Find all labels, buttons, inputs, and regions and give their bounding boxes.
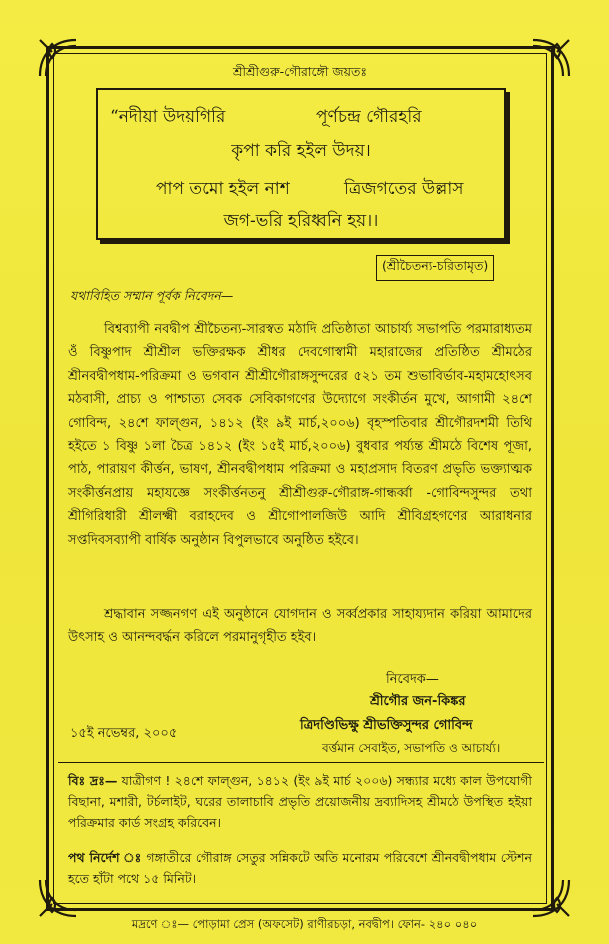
verse-line: “নদীয়া উদয়গিরি: [110, 107, 226, 127]
note-text: যাত্রীগণ ! ২৪শে ফাল্গুন, ১৪১২ (ইং ৯ই মার্চ ২০০৬) সন্ধ্যার মধ্যে কাল উপযোগী বিছানা, মশারী, টর্চলাইট, ঘরের তালাচাবি প্রভৃতি প্রয়োজনীয় দ্রব্যাদিসহ শ্রীমঠে উপস্থিত হইয়া পরিক্রমার কার্ড সংগ্রহ করিবেন।: [68, 773, 532, 830]
invitation-paragraph: শ্রদ্ধাবান সজ্জনগণ এই অনুষ্ঠানে যোগদান ও সর্ব্বপ্রকার সাহায্যদান করিয়া আমাদের উৎসাহ ও আনন্দবর্দ্ধন করিলে পরমানুগৃহীত হইব।: [68, 607, 532, 646]
directions-label: পথ নির্দেশ ঃ: [68, 850, 142, 865]
corner-ornament-icon: [529, 876, 573, 920]
section-divider: [58, 762, 544, 763]
directions-note: [68, 847, 532, 889]
salutation: যথাবিহিত সম্মান পূর্বক নিবেদন—: [70, 288, 234, 303]
verse-line: ত্রিজগতের উল্লাস: [344, 179, 464, 199]
invocation-heading: শ্রীশ্রীগুরু-গৌরাঙ্গৌ জয়তঃ: [233, 64, 367, 79]
signatory-title: শ্রীগৌর জন-কিঙ্কর: [370, 694, 466, 709]
verse-box: [96, 88, 506, 240]
announcement-paragraph: বিশ্বব্যাপী নবদ্বীপ শ্রীচৈতন্য-সারস্বত মঠাদি প্রতিষ্ঠাতা আচার্য্য সভাপতি পরমারাধ্যতম ওঁ বিষ্ণুপাদ শ্রীশ্রীল ভক্তিরক্ষক শ্রীধর দেবগোস্বামী মহারাজের প্রতিষ্ঠিত শ্রীমঠের শ্রীনবদ্বীপধাম-পরিক্রমা ও ভগবান শ্রীশ্রীগৌরাঙ্গসুন্দরের ৫২১ তম শুভাবির্ভাব-মহামহোৎসব মঠবাসী, প্রাচ্য ও পাশ্চাত্য সেবক সেবিকাগণের উদ্যোগে সংকীর্তন মুখে, আগামী ২৪শে গোবিন্দ, ২৪শে ফাল্গুন, ১৪১২ (ইং ৯ই মার্চ,২০০৬) বৃহস্পতিবার শ্রীগৌরদশমী তিথি হইতে ১ বিষ্ণু ১লা চৈত্র ১৪১২ (ইং ১৫ই মার্চ,২০০৬) বুধবার পর্য্যন্ত শ্রীমঠে বিশেষ পূজা, পাঠ, পারায়ণ কীর্ত্তন, ভাষণ, শ্রীনবদ্বীপধাম পরিক্রমা ও মহাপ্রসাদ বিতরণ প্রভৃতি ভক্ত্যাত্মক সংকীর্ত্তনপ্রায় মহাযজ্ঞে সংকীর্ত্তনতনু শ্রীশ্রীগুরু-গৌরাঙ্গ-গান্ধর্ব্বা -গোবিন্দসুন্দর তথা শ্রীগিরিধারী শ্রীলক্ষ্মী বরাহদেব ও শ্রীগোপালজিউ আদি শ্রীবিগ্রহগণের আরাধনার সপ্তদিবসব্যাপী বার্ষিক অনুষ্ঠান বিপুলভাবে অনুষ্ঠিত হইবে।: [68, 322, 532, 548]
note-label: বিঃ দ্রঃ—: [68, 773, 118, 788]
printer-footer: মদ্রণে ঃ— পোড়ামা প্রেস (অফসেট) রাণীরচড়া, নবদ্বীপ। ফোন- ২৪০ ০৪০: [131, 917, 478, 931]
signatory-name: ত্রিদণ্ডিভিক্ষু শ্রীভক্তিসুন্দর গোবিন্দ: [300, 718, 473, 733]
verse-line: পাপ তমো হইল নাশ: [156, 179, 290, 199]
issue-date: ১৫ই নভেম্বর, ২০০৫: [70, 726, 178, 741]
pilgrim-note: [68, 770, 532, 833]
verse-line: পূর্ণচন্দ্র গৌরহরি: [316, 107, 422, 127]
signature-label: নিবেদক—: [386, 672, 439, 687]
directions-text: গঙ্গাতীরে গৌরাঙ্গ সেতুর সন্নিকটে অতি মনোরম পরিবেশে শ্রীনবদ্বীপধাম স্টেশন হতে হাঁটা পথে ১৫ মিনিট।: [68, 850, 532, 886]
verse-source: (শ্রীচৈতন্য-চরিতামৃত): [382, 258, 488, 278]
signatory-role: বর্ত্তমান সেবাইত, সভাপতি ও আচার্য্য।: [322, 741, 501, 755]
verse-line: কৃপা করি হইল উদয়।: [231, 141, 371, 161]
verse-line: জগ-ভরি হরিধ্বনি হয়।।: [223, 211, 379, 231]
